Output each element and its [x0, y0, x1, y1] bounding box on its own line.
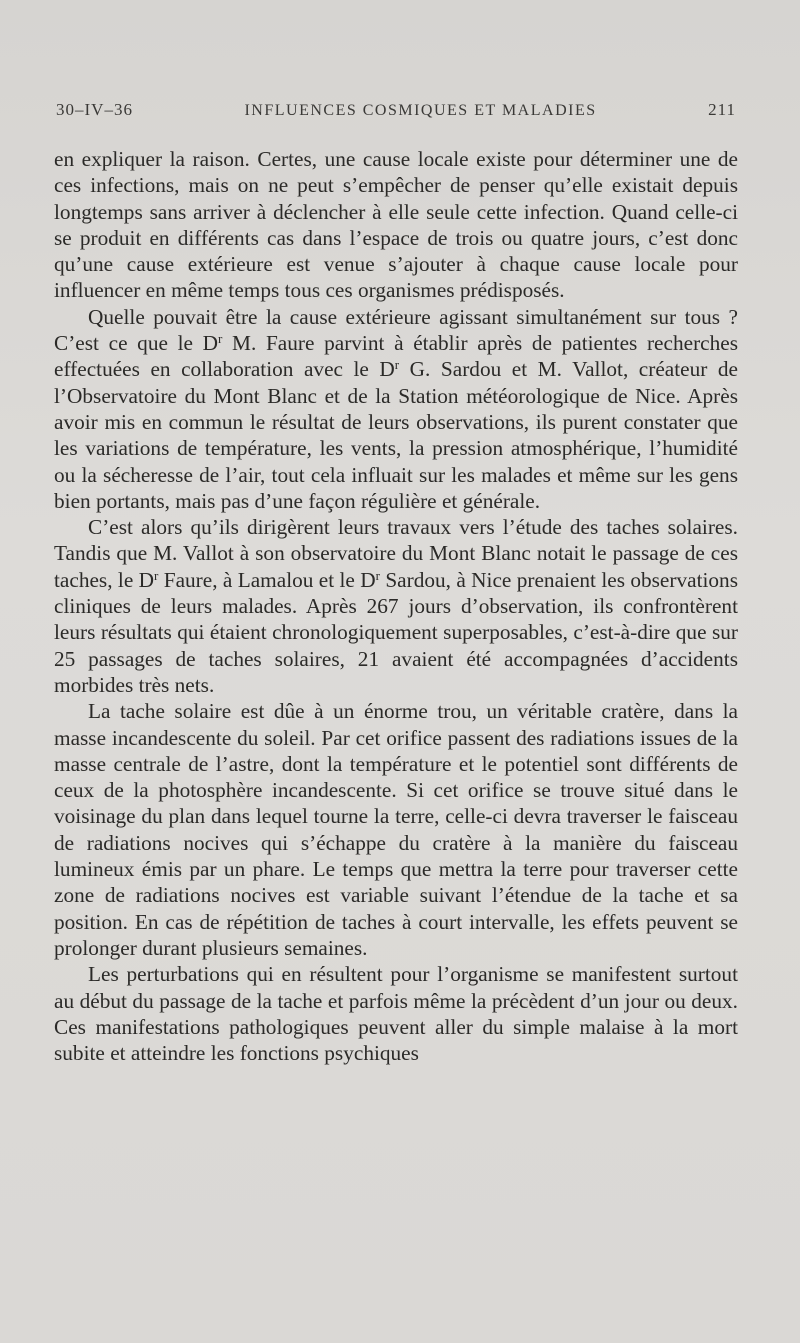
text-span: M. Faure parvint à établir après de patientes recherches effectuées en collaboration avec le D [54, 331, 739, 382]
text-span: Sardou, à Nice prenaient les observations cliniques de leurs malades. Après 267 jours d’observation, ils confrontèrent leurs résultats qui étaient chronologiquement superposables, c’est-à-dire que sur 25 passages de taches solaires, 21 avaient été accompagnées d’accidents morbides très nets. [54, 567, 738, 697]
text-span: Faure, à Lamalou et le D [158, 567, 376, 592]
superscript: r [218, 331, 223, 347]
page-number: 211 [708, 100, 736, 119]
issue-date: 30–IV–36 [56, 100, 133, 119]
text-span: G. Sardou et M. Vallot, créateur de l’Observatoire du Mont Blanc et de la Station météorologique de Nice. Après avoir mis en commun le résultat de leurs observations, ils purent constater que les variations de température, les vents, la pression atmosphérique, l’humidité ou la sécheresse de l’air, tout cela influait sur les malades et même sur les gens bien portants, mais pas d’une façon régulière et générale. [54, 357, 738, 513]
body-text [54, 146, 738, 1066]
running-head [56, 100, 736, 130]
running-title: INFLUENCES COSMIQUES ET MALADIES [244, 102, 597, 119]
paragraph-4: La tache solaire est dûe à un énorme trou, un véritable cratère, dans la masse incandescente du soleil. Par cet orifice passent des radiations issues de la masse centrale de l’astre, dont la température et le potentiel sont différents de ceux de la photosphère incandescente. Si cet orifice se trouve situé dans le voisinage du plan dans lequel tourne la terre, celle-ci devra traverser le faisceau de radiations nocives qui s’échappe du cratère à la manière du faisceau lumineux émis par un phare. Le temps que mettra la terre pour traverser cette zone de radiations nocives est variable suivant l’étendue de la tache et sa position. En cas de répétition de taches à court intervalle, les effets peuvent se prolonger durant plusieurs semaines. [54, 699, 738, 960]
superscript: r [394, 357, 400, 373]
text-span: Quelle pouvait être la cause extérieure agissant simultanément sur tous ? C’est ce que le D [54, 304, 738, 356]
text-span: C’est alors qu’ils dirigèrent leurs travaux vers l’étude des taches solaires. Tandis que M. Vallot à son observatoire du Mont Blanc notait le passage de ces taches, le D [54, 515, 738, 592]
paragraph-1: en expliquer la raison. Certes, une cause locale existe pour déterminer une de ces infections, mais on ne peut s’empêcher de penser qu’elle existait depuis longtemps sans arriver à déclencher à elle seule cette infection. Quand celle-ci se produit en différents cas dans l’espace de trois ou quatre jours, c’est donc qu’une cause extérieure est venue s’ajouter à chaque cause locale pour influencer en même temps tous ces organismes prédisposés. [54, 147, 738, 303]
superscript: r [375, 567, 380, 583]
superscript: r [154, 567, 159, 583]
paragraph-3 [54, 514, 738, 698]
paragraph-5: Les perturbations qui en résultent pour l’organisme se manifestent surtout au début du passage de la tache et parfois même la précèdent d’un jour ou deux. Ces manifestations pathologiques peuvent aller du simple malaise à la mort subite et atteindre les fonctions psychiques [54, 962, 738, 1066]
paragraph-2 [54, 304, 738, 514]
